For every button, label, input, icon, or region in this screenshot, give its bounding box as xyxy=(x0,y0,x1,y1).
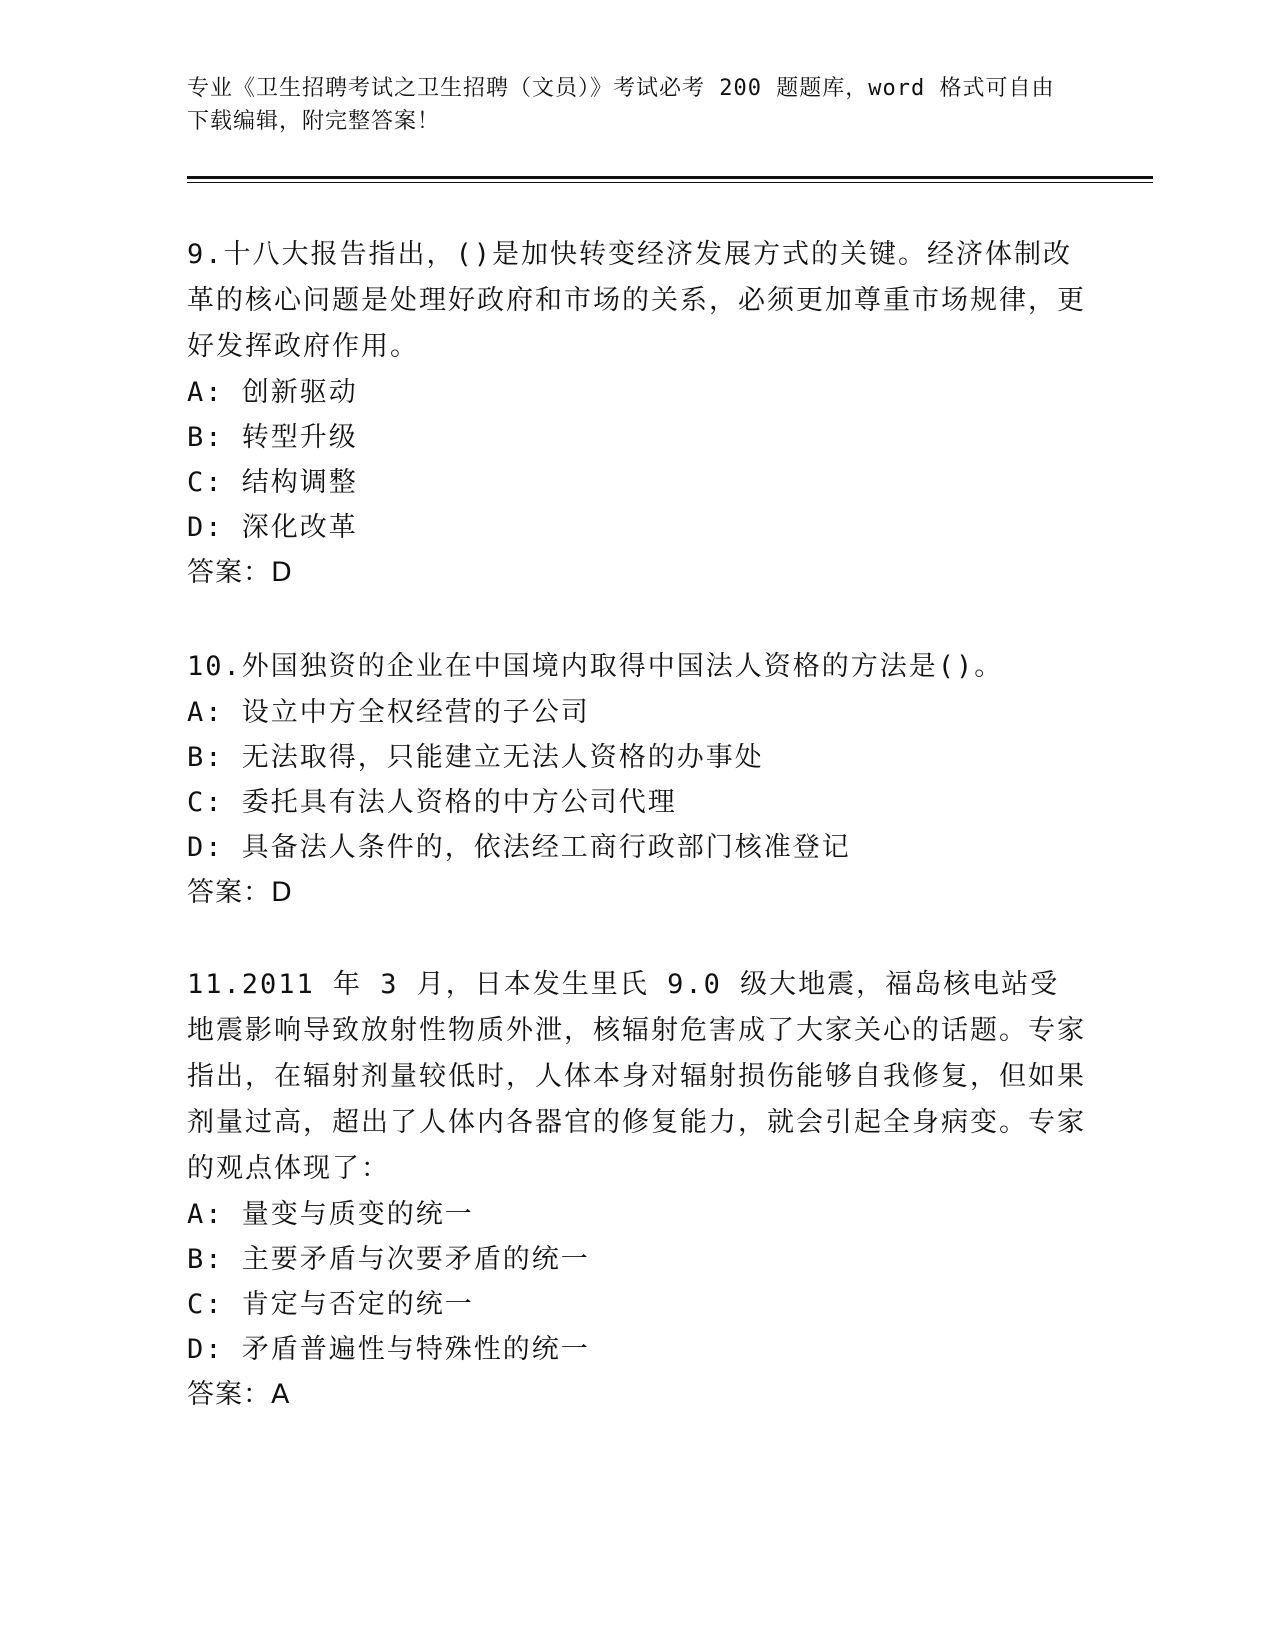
question-11 xyxy=(187,962,1087,1418)
option-a: A: 设立中方全权经营的子公司 xyxy=(187,697,590,728)
question-stem: 11.2011 年 3 月，日本发生里氏 9.0 级大地震，福岛核电站受地震影响导致放射性物质外泄，核辐射危害成了大家关心的话题。专家指出，在辐射剂量较低时，人体本身对辐射损伤能够自我修复，但如果剂量过高，超出了人体内各器官的修复能力，就会引起全身病变。专家的观点体现了： xyxy=(187,969,1086,1184)
option-d: D: 深化改革 xyxy=(187,512,358,543)
header-divider-thick xyxy=(187,176,1153,179)
question-stem: 9.十八大报告指出，()是加快转变经济发展方式的关键。经济体制改革的核心问题是处理好政府和市场的关系，必须更加尊重市场规律，更好发挥政府作用。 xyxy=(187,239,1086,362)
question-10 xyxy=(187,644,1087,916)
option-b: B: 转型升级 xyxy=(187,422,358,453)
option-b: B: 主要矛盾与次要矛盾的统一 xyxy=(187,1244,590,1275)
document-header: 专业《卫生招聘考试之卫生招聘（文员）》考试必考 200 题题库，word 格式可自由下载编辑，附完整答案！ xyxy=(187,76,1055,134)
option-a: A: 创新驱动 xyxy=(187,377,358,408)
option-a: A: 量变与质变的统一 xyxy=(187,1199,474,1230)
answer: 答案：D xyxy=(187,877,293,908)
question-9 xyxy=(187,232,1087,596)
option-b: B: 无法取得，只能建立无法人资格的办事处 xyxy=(187,742,764,773)
answer: 答案：D xyxy=(187,557,293,588)
question-stem: 10.外国独资的企业在中国境内取得中国法人资格的方法是()。 xyxy=(187,651,1004,682)
option-d: D: 具备法人条件的，依法经工商行政部门核准登记 xyxy=(187,832,851,863)
option-c: C: 委托具有法人资格的中方公司代理 xyxy=(187,787,677,818)
header-divider-thin xyxy=(187,182,1153,183)
answer: 答案：A xyxy=(187,1379,291,1410)
option-d: D: 矛盾普遍性与特殊性的统一 xyxy=(187,1334,590,1365)
option-c: C: 结构调整 xyxy=(187,467,358,498)
option-c: C: 肯定与否定的统一 xyxy=(187,1289,474,1320)
